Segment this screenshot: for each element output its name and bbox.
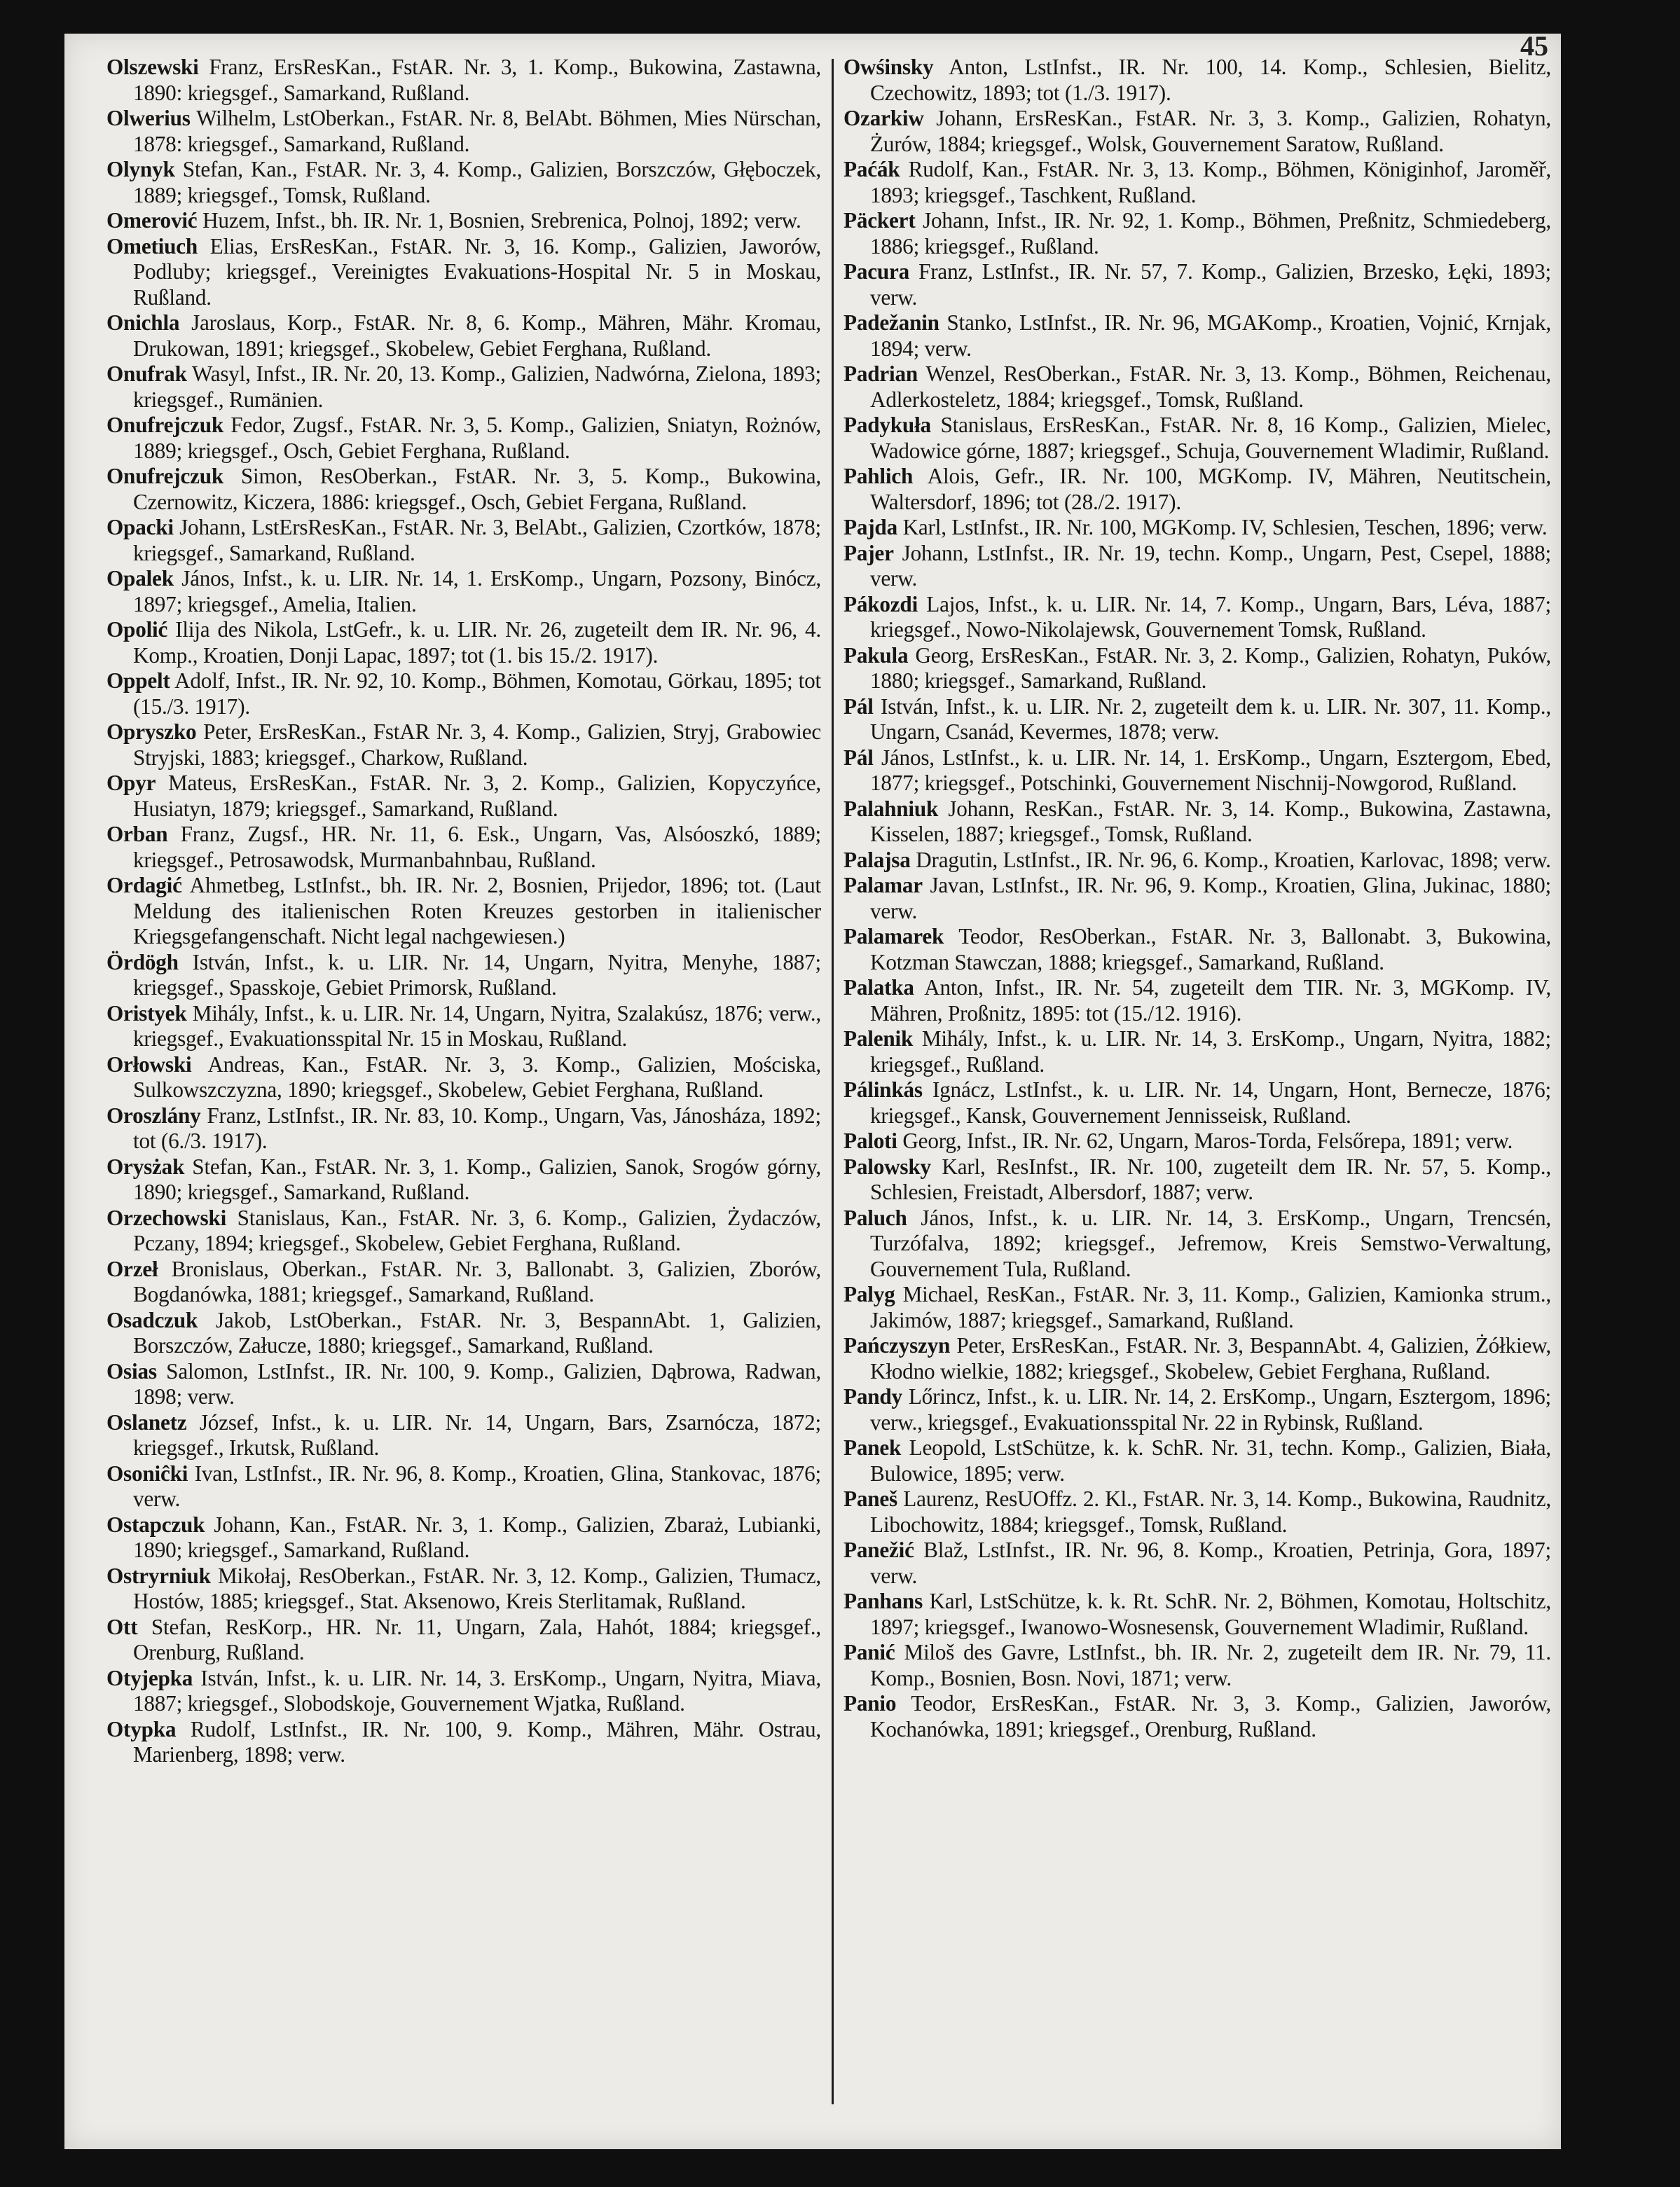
list-item: [844, 848, 1551, 874]
entry-details: Mihály, Infst., k. u. LIR. Nr. 14, Ungarn, Nyitra, Szalakúsz, 1876; verw., kriegsgef., Evakuationsspital Nr. 15 in Moskau, Rußland.: [133, 1000, 821, 1051]
list-item: [106, 1359, 821, 1410]
page-number: 45: [1520, 30, 1548, 62]
entry-details: Salomon, LstInfst., IR. Nr. 100, 9. Komp., Galizien, Dąbrowa, Radwan, 1898; verw.: [133, 1358, 821, 1409]
entry-details: Anton, LstInfst., IR. Nr. 100, 14. Komp., Schlesien, Bielitz, Czechowitz, 1893; tot (1./3. 1917).: [870, 55, 1551, 105]
column-divider: [832, 59, 834, 2104]
list-item: [106, 873, 821, 950]
entry-details: Ignácz, LstInfst., k. u. LIR. Nr. 14, Ungarn, Hont, Bernecze, 1876; kriegsgef., Kansk, Gouvernement Jennisseisk, Rußland.: [870, 1077, 1551, 1128]
entry-surname: Ostapczuk: [106, 1512, 205, 1537]
entry-details: Stanislaus, Kan., FstAR. Nr. 3, 6. Komp., Galizien, Żydaczów, Pczany, 1894; kriegsgef., Skobelew, Gebiet Ferghana, Rußland.: [133, 1205, 821, 1255]
entry-details: Fedor, Zugsf., FstAR. Nr. 3, 5. Komp., Galizien, Sniatyn, Rożnów, 1889; kriegsgef., Osch, Gebiet Ferghana, Rußland.: [133, 413, 821, 463]
entry-details: Rudolf, Kan., FstAR. Nr. 3, 13. Komp., Böhmen, Königinhof, Jaroměř, 1893; kriegsgef., Taschkent, Rußland.: [870, 157, 1551, 207]
list-item: [106, 106, 821, 157]
list-item: [844, 745, 1551, 796]
entry-surname: Orłowski: [106, 1051, 192, 1077]
entry-surname: Panhans: [844, 1589, 923, 1613]
entry-details: Michael, ResKan., FstAR. Nr. 3, 11. Komp., Galizien, Kamionka strum., Jakimów, 1887; kriegsgef., Samarkand, Rußland.: [870, 1282, 1551, 1332]
list-item: [844, 1026, 1551, 1077]
entry-surname: Padykuła: [844, 413, 931, 437]
entry-surname: Osoniĉki: [106, 1461, 188, 1486]
entry-surname: Ometiuch: [106, 233, 198, 258]
entry-details: Ilija des Nikola, LstGefr., k. u. LIR. Nr. 26, zugeteilt dem IR. Nr. 96, 4. Komp., Kroatien, Donji Lapac, 1897; tot (1. bis 15./2. 1917).: [133, 617, 821, 668]
entry-details: Lajos, Infst., k. u. LIR. Nr. 14, 7. Komp., Ungarn, Bars, Léva, 1887; kriegsgef., Nowo-Nikolajewsk, Gouvernement Tomsk, Rußland.: [870, 591, 1551, 642]
list-item: [844, 1435, 1551, 1486]
entry-surname: Pandy: [844, 1384, 902, 1409]
entry-details: István, Infst., k. u. LIR. Nr. 14, 3. ErsKomp., Ungarn, Nyitra, Miava, 1887; kriegsgef., Slobodskoje, Gouvernement Wjatka, Rußland.: [133, 1665, 821, 1716]
list-item: [844, 1282, 1551, 1333]
list-item: [844, 1129, 1551, 1154]
list-item: [106, 1206, 821, 1257]
entry-surname: Orysżak: [106, 1154, 185, 1179]
list-item: [106, 234, 821, 311]
list-item: [106, 1308, 821, 1359]
left-column: [106, 55, 821, 2114]
list-item: [106, 1103, 821, 1154]
list-item: [844, 1589, 1551, 1640]
entry-details: Peter, ErsResKan., FstAR. Nr. 3, BespannAbt. 4, Galizien, Żółkiew, Kłodno wielkie, 1882; kriegsgef., Skobelew, Gebiet Ferghana, Rußland.: [870, 1333, 1551, 1384]
list-item: [844, 1384, 1551, 1435]
entry-surname: Opalek: [106, 566, 174, 591]
entry-surname: Paluch: [844, 1205, 907, 1230]
entry-details: Stefan, ResKorp., HR. Nr. 11, Ungarn, Zala, Hahót, 1884; kriegsgef., Orenburg, Rußland.: [133, 1614, 821, 1664]
list-item: [106, 1154, 821, 1206]
list-item: [844, 1077, 1551, 1129]
entry-surname: Osadczuk: [106, 1307, 198, 1332]
entry-details: Wilhelm, LstOberkan., FstAR. Nr. 8, BelAbt. Böhmen, Mies Nürschan, 1878: kriegsgef., Samarkand, Rußland.: [133, 106, 821, 156]
list-item: [106, 310, 821, 361]
entry-surname: Otypka: [106, 1716, 177, 1741]
entry-details: Dragutin, LstInfst., IR. Nr. 96, 6. Komp., Kroatien, Karlovac, 1898; verw.: [910, 847, 1551, 872]
entry-surname: Pajda: [844, 515, 897, 539]
entry-surname: Orban: [106, 822, 168, 846]
entry-surname: Pańczyszyn: [844, 1333, 951, 1358]
entry-surname: Opacki: [106, 515, 174, 539]
list-item: [844, 924, 1551, 975]
entry-surname: Paloti: [844, 1129, 897, 1153]
entry-surname: Omerović: [106, 208, 198, 233]
list-item: [106, 1666, 821, 1717]
entry-surname: Pacura: [844, 259, 910, 284]
entry-surname: Osias: [106, 1358, 157, 1384]
entry-surname: Oristyek: [106, 1000, 187, 1026]
entry-details: Johann, ResKan., FstAR. Nr. 3, 14. Komp., Bukowina, Zastawna, Kisselen, 1887; kriegsgef., Tomsk, Rußland.: [870, 796, 1551, 846]
list-item: [844, 1538, 1551, 1589]
entry-surname: Paćák: [844, 157, 900, 181]
entry-details: Johann, LstErsResKan., FstAR. Nr. 3, BelAbt., Galizien, Czortków, 1878; kriegsgef., Samarkand, Rußland.: [133, 515, 821, 565]
entry-surname: Ostryrniuk: [106, 1563, 211, 1588]
entry-details: Alois, Gefr., IR. Nr. 100, MGKomp. IV, Mähren, Neutitschein, Waltersdorf, 1896; tot (28./2. 1917).: [870, 464, 1551, 514]
list-item: [106, 1001, 821, 1052]
entry-surname: Panio: [844, 1691, 897, 1716]
entry-details: Blaž, LstInfst., IR. Nr. 96, 8. Komp., Kroatien, Petrinja, Gora, 1897; verw.: [870, 1538, 1551, 1588]
entry-details: Karl, LstSchütze, k. k. Rt. SchR. Nr. 2, Böhmen, Komotau, Holtschitz, 1897; kriegsgef., Iwanowo-Wosnesensk, Gouvernement Wladimir, Rußland.: [870, 1589, 1551, 1639]
list-item: [106, 950, 821, 1001]
entry-surname: Opyr: [106, 771, 156, 795]
list-item: [844, 592, 1551, 643]
entry-details: Lőrincz, Infst., k. u. LIR. Nr. 14, 2. ErsKomp., Ungarn, Esztergom, 1896; verw., kriegsgef., Evakuationsspital Nr. 22 in Rybinsk, Rußland.: [870, 1384, 1551, 1435]
entry-details: Johann, Kan., FstAR. Nr. 3, 1. Komp., Galizien, Zbaraż, Lubianki, 1890; kriegsgef., Samarkand, Rußland.: [133, 1512, 821, 1562]
list-item: [844, 413, 1551, 464]
entry-details: Stefan, Kan., FstAR. Nr. 3, 1. Komp., Galizien, Sanok, Srogów górny, 1890; kriegsgef., Samarkand, Rußland.: [133, 1154, 821, 1204]
entry-details: Teodor, ErsResKan., FstAR. Nr. 3, 3. Komp., Galizien, Jaworów, Kochanówka, 1891; kriegsgef., Orenburg, Rußland.: [870, 1691, 1551, 1741]
entry-surname: Pál: [844, 745, 874, 770]
entry-surname: Päckert: [844, 208, 916, 233]
list-item: [844, 464, 1551, 515]
entry-surname: Oppelt: [106, 668, 170, 693]
entry-surname: Owśinsky: [844, 55, 934, 79]
entry-details: Adolf, Infst., IR. Nr. 92, 10. Komp., Böhmen, Komotau, Görkau, 1895; tot (15./3. 1917).: [133, 668, 821, 719]
right-column: [844, 55, 1551, 2114]
entry-details: Johann, LstInfst., IR. Nr. 19, techn. Komp., Ungarn, Pest, Csepel, 1888; verw.: [870, 540, 1551, 591]
entry-details: Andreas, Kan., FstAR. Nr. 3, 3. Komp., Galizien, Mościska, Sulkowszczyzna, 1890; kriegsgef., Skobelew, Gebiet Ferghana, Rußland.: [133, 1051, 821, 1102]
entry-details: Huzem, Infst., bh. IR. Nr. 1, Bosnien, Srebrenica, Polnoj, 1892; verw.: [197, 208, 801, 233]
list-item: [844, 361, 1551, 413]
list-item: [844, 515, 1551, 541]
entry-surname: Panežić: [844, 1538, 914, 1562]
entry-details: József, Infst., k. u. LIR. Nr. 14, Ungarn, Bars, Zsarnócza, 1872; kriegsgef., Irkutsk, Rußland.: [133, 1409, 821, 1460]
entry-details: Anton, Infst., IR. Nr. 54, zugeteilt dem TIR. Nr. 3, MGKomp. IV, Mähren, Proßnitz, 1895: tot (15./12. 1916).: [870, 975, 1551, 1026]
entry-details: Javan, LstInfst., IR. Nr. 96, 9. Komp., Kroatien, Glina, Jukinac, 1880; verw.: [870, 873, 1551, 923]
list-item: [844, 643, 1551, 694]
entry-details: Laurenz, ResUOffz. 2. Kl., FstAR. Nr. 3, 14. Komp., Bukowina, Raudnitz, Libochowitz, 1884; kriegsgef., Tomsk, Rußland.: [870, 1486, 1551, 1537]
entry-surname: Onufrejczuk: [106, 464, 224, 488]
list-item: [844, 873, 1551, 924]
list-item: [106, 413, 821, 464]
entry-details: Simon, ResOberkan., FstAR. Nr. 3, 5. Komp., Bukowina, Czernowitz, Kiczera, 1886: kriegsgef., Osch, Gebiet Fergana, Rußland.: [133, 464, 821, 514]
entry-details: István, Infst., k. u. LIR. Nr. 2, zugeteilt dem k. u. LIR. Nr. 307, 11. Komp., Ungarn, Csanád, Kevermes, 1878; verw.: [870, 694, 1551, 744]
list-item: [844, 1486, 1551, 1538]
list-item: [844, 1154, 1551, 1206]
entry-surname: Pákozdi: [844, 591, 918, 616]
list-item: [106, 1410, 821, 1461]
entry-details: Franz, Zugsf., HR. Nr. 11, 6. Esk., Ungarn, Vas, Alsóoszkó, 1889; kriegsgef., Petrosawodsk, Murmanbahnbau, Rußland.: [133, 822, 821, 872]
entry-details: Ivan, LstInfst., IR. Nr. 96, 8. Komp., Kroatien, Glina, Stankovac, 1876; verw.: [133, 1461, 821, 1511]
entry-surname: Pakula: [844, 642, 909, 668]
entry-surname: Opolić: [106, 617, 168, 642]
entry-details: János, Infst., k. u. LIR. Nr. 14, 1. ErsKomp., Ungarn, Pozsony, Binócz, 1897; kriegsgef., Amelia, Italien.: [133, 566, 821, 616]
entry-details: Miloš des Gavre, LstInfst., bh. IR. Nr. 2, zugeteilt dem IR. Nr. 79, 11. Komp., Bosnien, Bosn. Novi, 1871; verw.: [870, 1640, 1551, 1690]
entry-surname: Pajer: [844, 540, 894, 565]
entry-details: Jakob, LstOberkan., FstAR. Nr. 3, BespannAbt. 1, Galizien, Borszczów, Załucze, 1880; kriegsgef., Samarkand, Rußland.: [133, 1307, 821, 1358]
list-item: [844, 1691, 1551, 1742]
list-item: [106, 1512, 821, 1564]
entry-details: János, Infst., k. u. LIR. Nr. 14, 3. ErsKomp., Ungarn, Trencsén, Turzófalva, 1892; kriegsgef., Jefremow, Kreis Semstwo-Verwaltung, Gouvernement Tula, Rußland.: [870, 1205, 1551, 1281]
list-item: [844, 55, 1551, 106]
entry-surname: Onufrak: [106, 361, 187, 386]
list-item: [106, 668, 821, 719]
list-item: [106, 157, 821, 208]
list-item: [106, 617, 821, 668]
entry-surname: Ordagić: [106, 873, 182, 897]
entry-details: Johann, Infst., IR. Nr. 92, 1. Komp., Böhmen, Preßnitz, Schmiedeberg, 1886; kriegsgef., Rußland.: [870, 208, 1551, 258]
entry-surname: Ördögh: [106, 949, 179, 974]
entry-surname: Orzeł: [106, 1256, 158, 1281]
entry-surname: Pahlich: [844, 464, 914, 488]
list-item: [106, 771, 821, 822]
entry-surname: Orzechowski: [106, 1205, 227, 1230]
entry-surname: Opryszko: [106, 719, 197, 744]
list-item: [106, 1615, 821, 1666]
entry-details: Stanko, LstInfst., IR. Nr. 96, MGAKomp., Kroatien, Vojnić, Krnjak, 1894; verw.: [870, 310, 1551, 361]
list-item: [844, 106, 1551, 157]
list-item: [106, 1717, 821, 1768]
entry-surname: Padežanin: [844, 310, 939, 335]
entry-surname: Palyg: [844, 1282, 895, 1306]
entry-surname: Pálinkás: [844, 1077, 923, 1102]
list-item: [844, 259, 1551, 310]
entry-surname: Onufrejczuk: [106, 413, 224, 437]
entry-surname: Onichla: [106, 310, 180, 335]
list-item: [844, 1640, 1551, 1691]
entry-details: Stefan, Kan., FstAR. Nr. 3, 4. Komp., Galizien, Borszczów, Głęboczek, 1889; kriegsgef., Tomsk, Rußland.: [133, 157, 821, 207]
entry-surname: Oroszlány: [106, 1103, 201, 1128]
entry-details: Wenzel, ResOberkan., FstAR. Nr. 3, 13. Komp., Böhmen, Reichenau, Adlerkosteletz, 1884; kriegsgef., Tomsk, Rußland.: [870, 361, 1551, 412]
list-item: [106, 361, 821, 413]
entry-details: Franz, LstInfst., IR. Nr. 57, 7. Komp., Galizien, Brzesko, Łęki, 1893; verw.: [870, 259, 1551, 310]
entry-details: Karl, LstInfst., IR. Nr. 100, MGKomp. IV, Schlesien, Teschen, 1896; verw.: [897, 515, 1548, 539]
document-page: [64, 30, 1561, 2149]
list-item: [106, 515, 821, 566]
list-item: [106, 1257, 821, 1308]
entry-details: Bronislaus, Oberkan., FstAR. Nr. 3, Ballonabt. 3, Galizien, Zborów, Bogdanówka, 1881; kriegsgef., Samarkand, Rußland.: [133, 1256, 821, 1306]
list-item: [106, 719, 821, 771]
entry-details: Georg, Infst., IR. Nr. 62, Ungarn, Maros-Torda, Felsőrepa, 1891; verw.: [897, 1129, 1513, 1153]
list-item: [106, 1564, 821, 1615]
list-item: [106, 55, 821, 106]
list-item: [844, 1333, 1551, 1384]
entry-surname: Padrian: [844, 361, 918, 386]
entry-details: Wasyl, Infst., IR. Nr. 20, 13. Komp., Galizien, Nadwórna, Zielona, 1893; kriegsgef., Rumänien.: [133, 361, 821, 412]
list-item: [844, 694, 1551, 745]
entry-details: Elias, ErsResKan., FstAR. Nr. 3, 16. Komp., Galizien, Jaworów, Podluby; kriegsgef., Vereinigtes Evakuations-Hospital Nr. 5 in Moskau, Rußland.: [133, 233, 821, 310]
entry-details: Karl, ResInfst., IR. Nr. 100, zugeteilt dem IR. Nr. 57, 5. Komp., Schlesien, Freistadt, Albersdorf, 1887; verw.: [870, 1154, 1551, 1204]
list-item: [106, 464, 821, 515]
entry-details: Mikołaj, ResOberkan., FstAR. Nr. 3, 12. Komp., Galizien, Tłumacz, Hostów, 1885; kriegsgef., Stat. Aksenowo, Kreis Sterlitamak, Rußland.: [133, 1563, 821, 1613]
entry-details: Mihály, Infst., k. u. LIR. Nr. 14, 3. ErsKomp., Ungarn, Nyitra, 1882; kriegsgef., Rußland.: [870, 1026, 1551, 1077]
entry-surname: Otyjepka: [106, 1665, 193, 1690]
list-item: [106, 1461, 821, 1512]
entry-surname: Palahniuk: [844, 796, 939, 821]
entry-surname: Panić: [844, 1640, 895, 1664]
entry-surname: Pál: [844, 694, 874, 719]
entry-details: Franz, LstInfst., IR. Nr. 83, 10. Komp., Ungarn, Vas, Jánosháza, 1892; tot (6./3. 1917).: [133, 1103, 821, 1153]
entry-surname: Oslanetz: [106, 1409, 187, 1435]
entry-details: István, Infst., k. u. LIR. Nr. 14, Ungarn, Nyitra, Menyhe, 1887; kriegsgef., Spasskoje, Gebiet Primorsk, Rußland.: [133, 949, 821, 1000]
entry-surname: Olynyk: [106, 157, 175, 181]
entry-surname: Panek: [844, 1435, 902, 1460]
entry-surname: Palowsky: [844, 1154, 931, 1179]
entry-details: Peter, ErsResKan., FstAR Nr. 3, 4. Komp., Galizien, Stryj, Grabowiec Stryjski, 1883; kriegsgef., Charkow, Rußland.: [133, 719, 821, 770]
list-item: [106, 822, 821, 873]
list-item: [844, 310, 1551, 361]
entry-details: János, LstInfst., k. u. LIR. Nr. 14, 1. ErsKomp., Ungarn, Esztergom, Ebed, 1877; kriegsgef., Potschinki, Gouvernement Nischnij-Nowgorod, Rußland.: [870, 745, 1551, 795]
list-item: [106, 208, 821, 234]
entry-details: Johann, ErsResKan., FstAR. Nr. 3, 3. Komp., Galizien, Rohatyn, Żurów, 1884; kriegsgef., Wolsk, Gouvernement Saratow, Rußland.: [870, 106, 1551, 156]
entry-surname: Olwerius: [106, 106, 191, 130]
entry-details: Georg, ErsResKan., FstAR. Nr. 3, 2. Komp., Galizien, Rohatyn, Puków, 1880; kriegsgef., Samarkand, Rußland.: [870, 642, 1551, 693]
entry-details: Franz, ErsResKan., FstAR. Nr. 3, 1. Komp., Bukowina, Zastawna, 1890: kriegsgef., Samarkand, Rußland.: [133, 55, 821, 105]
entry-details: Stanislaus, ErsResKan., FstAR. Nr. 8, 16 Komp., Galizien, Mielec, Wadowice górne, 1887; kriegsgef., Schuja, Gouvernement Wladimir, Rußland.: [870, 413, 1551, 463]
entry-surname: Olszewski: [106, 55, 199, 79]
entry-details: Leopold, LstSchütze, k. k. SchR. Nr. 31, techn. Komp., Galizien, Biała, Bulowice, 1895; verw.: [870, 1435, 1551, 1486]
entry-surname: Palamarek: [844, 924, 944, 948]
entry-surname: Paneš: [844, 1486, 897, 1511]
entry-surname: Ozarkiw: [844, 106, 924, 130]
entry-details: Rudolf, LstInfst., IR. Nr. 100, 9. Komp., Mähren, Mähr. Ostrau, Marienberg, 1898; verw.: [133, 1716, 821, 1767]
entry-surname: Ott: [106, 1614, 138, 1639]
entry-surname: Palatka: [844, 975, 914, 1000]
entry-surname: Palenik: [844, 1026, 914, 1051]
list-item: [844, 157, 1551, 208]
entry-details: Ahmetbeg, LstInfst., bh. IR. Nr. 2, Bosnien, Prijedor, 1896; tot. (Laut Meldung des italienischen Roten Kreuzes gestorben in italienischer Kriegsgefangenschaft. Nicht legal nachgewiesen.): [133, 873, 821, 948]
entry-surname: Palamar: [844, 873, 923, 897]
entry-details: Mateus, ErsResKan., FstAR. Nr. 3, 2. Komp., Galizien, Kopyczyńce, Husiatyn, 1879; kriegsgef., Samarkand, Rußland.: [133, 771, 821, 821]
list-item: [844, 796, 1551, 848]
list-item: [844, 541, 1551, 592]
list-item: [844, 1206, 1551, 1283]
list-item: [844, 975, 1551, 1026]
list-item: [844, 208, 1551, 259]
list-item: [106, 1052, 821, 1103]
entry-surname: Palajsa: [844, 847, 911, 872]
list-item: [106, 566, 821, 617]
entry-details: Jaroslaus, Korp., FstAR. Nr. 8, 6. Komp., Mähren, Mähr. Kromau, Drukowan, 1891; kriegsgef., Skobelew, Gebiet Ferghana, Rußland.: [133, 310, 821, 361]
entry-details: Teodor, ResOberkan., FstAR. Nr. 3, Ballonabt. 3, Bukowina, Kotzman Stawczan, 1888; kriegsgef., Samarkand, Rußland.: [870, 924, 1551, 974]
